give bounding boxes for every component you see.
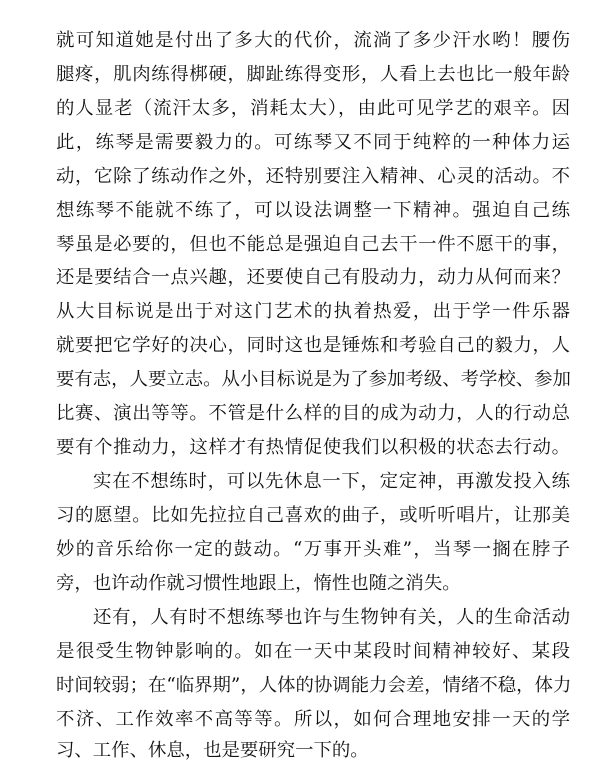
paragraph-first-line: 实在不想练时，可以先休息一下，定定神，再激发投入练 <box>93 471 570 492</box>
text-line: 要有个推动力，这样才有热情促使我们以积极的状态去行动。 <box>56 437 570 458</box>
text-line: 妙的音乐给你一定的鼓动。“万事开头难”，当琴一搁在脖子 <box>56 539 570 560</box>
text-line: 腿疼，肌肉练得梆硬，脚趾练得变形，人看上去也比一般年龄 <box>56 64 570 85</box>
text-line: 就可知道她是付出了多大的代价，流淌了多少汗水哟！腰伤 <box>56 30 570 51</box>
paragraph-last-line: 旁，也许动作就习惯性地跟上，惰性也随之消失。 <box>56 573 461 594</box>
text-line: 动，它除了练动作之外，还特别要注入精神、心灵的活动。不 <box>56 166 570 187</box>
text-line: 习的愿望。比如先拉拉自己喜欢的曲子，或听听唱片，让那美 <box>56 505 570 526</box>
text-line: 是很受生物钟影响的。如在一天中某段时间精神较好、某段 <box>56 641 570 662</box>
text-line: 琴虽是必要的，但也不能总是强迫自己去干一件不愿干的事， <box>56 234 570 255</box>
text-line: 比赛、演出等等。不管是什么样的目的成为动力，人的行动总 <box>56 403 570 424</box>
text-line: 从大目标说是出于对这门艺术的执着热爱，出于学一件乐器 <box>56 301 570 322</box>
text-line: 要有志，人要立志。从小目标说是为了参加考级、考学校、参加 <box>56 369 571 390</box>
text-line: 想练琴不能就不练了，可以设法调整一下精神。强迫自己练 <box>56 200 570 221</box>
text-line: 不济、工作效率不高等等。所以，如何合理地安排一天的学 <box>56 709 570 730</box>
paragraph-first-line: 还有，人有时不想练琴也许与生物钟有关，人的生命活动 <box>93 607 570 628</box>
paragraph-last-line: 习、工作、休息，也是要研究一下的。 <box>56 740 369 761</box>
text-line: 的人显老（流汗太多，消耗太大），由此可见学艺的艰辛。因 <box>56 98 570 119</box>
text-line: 还是要结合一点兴趣，还要使自己有股动力，动力从何而来？ <box>56 267 570 288</box>
text-line: 此，练琴是需要毅力的。可练琴又不同于纯粹的一种体力运 <box>56 132 570 153</box>
text-line: 时间较弱；在“临界期”，人体的协调能力会差，情绪不稳，体力 <box>56 675 572 696</box>
text-line: 就要把它学好的决心，同时这也是锤炼和考验自己的毅力，人 <box>56 335 570 356</box>
